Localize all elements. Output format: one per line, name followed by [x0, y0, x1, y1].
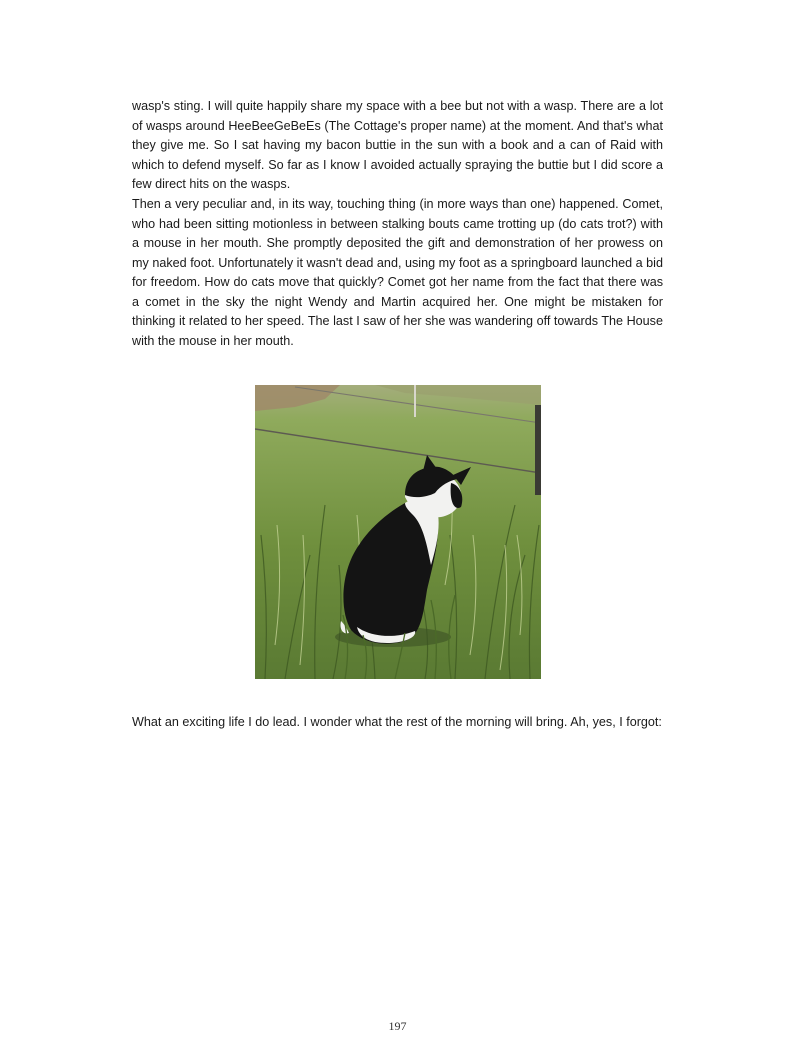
cat-photo-illustration — [255, 385, 541, 679]
paragraph-wasps: wasp's sting. I will quite happily share my space with a bee but not with a wasp. There are a lot of wasps around HeeBeeGeBeEs (The Cottage's proper name) at the moment. And that's what they give me. So I sat having my bacon buttie in the sun with a book and a can of Raid with which to defend myself. So far as I know I avoided actually spraying the buttie but I did score a few direct hits on the wasps. — [132, 99, 663, 191]
paragraph-exciting-life: What an exciting life I do lead. I wonder what the rest of the morning will bring. Ah, yes, I forgot: — [132, 715, 662, 729]
paragraph-comet-mouse: Then a very peculiar and, in its way, touching thing (in more ways than one) happened. Comet, who had been sitting motionless in between stalking bouts came trotting up (do cats trot?) with a mouse in her mouth. She promptly deposited the gift and demonstration of her prowess on my naked foot. Unfortunately it wasn't dead and, using my foot as a springboard launched a bid for freedom. How do cats move that quickly? Comet got her name from the fact that there was a comet in the sky the night Wendy and Martin acquired her. One might be mistaken for thinking it related to her speed. The last I saw of her she was wandering off towards The House with the mouse in her mouth. — [132, 197, 663, 348]
page-number: 197 — [388, 1019, 407, 1033]
cat-in-grass-photo — [255, 385, 541, 679]
fence-post-dark — [535, 405, 541, 495]
